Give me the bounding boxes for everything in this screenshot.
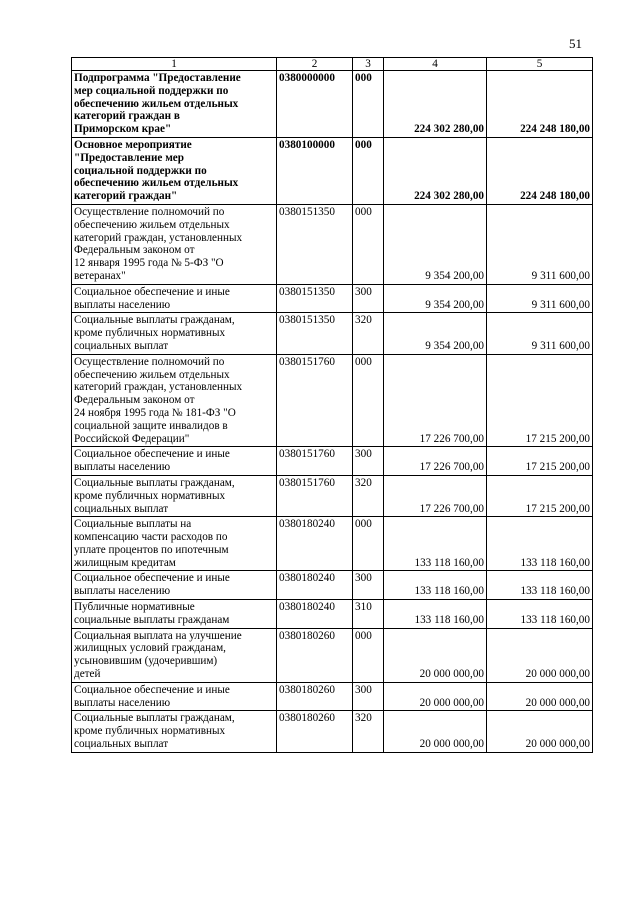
amount-year1-cell: 9 354 200,00 bbox=[384, 313, 487, 354]
row-name-cell: Подпрограмма "Предоставление мер социальной поддержки по обеспечению жильем отдельных категорий граждан в Приморском крае" bbox=[72, 71, 277, 138]
column-header: 3 bbox=[353, 58, 384, 71]
expense-type-code-cell: 000 bbox=[353, 137, 384, 204]
table-row bbox=[72, 682, 593, 711]
amount-year2-cell: 9 311 600,00 bbox=[487, 313, 593, 354]
amount-year2-cell: 20 000 000,00 bbox=[487, 628, 593, 682]
target-article-code-cell: 0380180260 bbox=[277, 711, 353, 752]
amount-year1-cell: 20 000 000,00 bbox=[384, 628, 487, 682]
amount-year2-cell: 224 248 180,00 bbox=[487, 71, 593, 138]
target-article-code-cell: 0380180240 bbox=[277, 571, 353, 600]
amount-year1-cell: 9 354 200,00 bbox=[384, 284, 487, 313]
column-header: 1 bbox=[72, 58, 277, 71]
row-name-cell: Публичные нормативные социальные выплаты гражданам bbox=[72, 600, 277, 629]
amount-year2-cell: 17 215 200,00 bbox=[487, 354, 593, 447]
table-row bbox=[72, 475, 593, 516]
target-article-code-cell: 0380151350 bbox=[277, 284, 353, 313]
budget-table-body bbox=[72, 58, 593, 753]
page-number: 51 bbox=[569, 36, 582, 51]
target-article-code-cell: 0380180240 bbox=[277, 517, 353, 571]
row-name-cell: Осуществление полномочий по обеспечению жильем отдельных категорий граждан, установленных Федеральным законом от 24 ноября 1995 года № 181-ФЗ "О социальной защите инвалидов в Российской Федерации" bbox=[72, 354, 277, 447]
budget-table bbox=[71, 57, 593, 753]
table-row bbox=[72, 600, 593, 629]
expense-type-code-cell: 320 bbox=[353, 475, 384, 516]
expense-type-code-cell: 000 bbox=[353, 628, 384, 682]
amount-year1-cell: 224 302 280,00 bbox=[384, 71, 487, 138]
expense-type-code-cell: 000 bbox=[353, 204, 384, 284]
table-row bbox=[72, 71, 593, 138]
column-header-row bbox=[72, 58, 593, 71]
table-row bbox=[72, 137, 593, 204]
amount-year2-cell: 17 215 200,00 bbox=[487, 447, 593, 476]
expense-type-code-cell: 310 bbox=[353, 600, 384, 629]
amount-year2-cell: 133 118 160,00 bbox=[487, 600, 593, 629]
target-article-code-cell: 0380180240 bbox=[277, 600, 353, 629]
amount-year1-cell: 133 118 160,00 bbox=[384, 571, 487, 600]
row-name-cell: Социальная выплата на улучшение жилищных условий гражданам, усыновившим (удочерившим) детей bbox=[72, 628, 277, 682]
expense-type-code-cell: 300 bbox=[353, 682, 384, 711]
expense-type-code-cell: 300 bbox=[353, 284, 384, 313]
expense-type-code-cell: 320 bbox=[353, 711, 384, 752]
amount-year2-cell: 133 118 160,00 bbox=[487, 571, 593, 600]
amount-year2-cell: 20 000 000,00 bbox=[487, 711, 593, 752]
table-row bbox=[72, 447, 593, 476]
expense-type-code-cell: 300 bbox=[353, 447, 384, 476]
target-article-code-cell: 0380151350 bbox=[277, 313, 353, 354]
expense-type-code-cell: 320 bbox=[353, 313, 384, 354]
row-name-cell: Социальное обеспечение и иные выплаты населению bbox=[72, 682, 277, 711]
table-row bbox=[72, 313, 593, 354]
amount-year2-cell: 20 000 000,00 bbox=[487, 682, 593, 711]
row-name-cell: Социальное обеспечение и иные выплаты населению bbox=[72, 284, 277, 313]
target-article-code-cell: 0380151760 bbox=[277, 475, 353, 516]
target-article-code-cell: 0380000000 bbox=[277, 71, 353, 138]
target-article-code-cell: 0380151760 bbox=[277, 447, 353, 476]
expense-type-code-cell: 000 bbox=[353, 71, 384, 138]
row-name-cell: Осуществление полномочий по обеспечению жильем отдельных категорий граждан, установленных Федеральным законом от 12 января 1995 года № 5-ФЗ "О ветеранах" bbox=[72, 204, 277, 284]
table-row bbox=[72, 571, 593, 600]
row-name-cell: Социальные выплаты гражданам, кроме публичных нормативных социальных выплат bbox=[72, 711, 277, 752]
table-row bbox=[72, 204, 593, 284]
table-row bbox=[72, 354, 593, 447]
target-article-code-cell: 0380180260 bbox=[277, 682, 353, 711]
table-row bbox=[72, 517, 593, 571]
target-article-code-cell: 0380151350 bbox=[277, 204, 353, 284]
target-article-code-cell: 0380151760 bbox=[277, 354, 353, 447]
row-name-cell: Социальное обеспечение и иные выплаты населению bbox=[72, 447, 277, 476]
amount-year2-cell: 224 248 180,00 bbox=[487, 137, 593, 204]
amount-year2-cell: 17 215 200,00 bbox=[487, 475, 593, 516]
row-name-cell: Социальные выплаты гражданам, кроме публичных нормативных социальных выплат bbox=[72, 313, 277, 354]
expense-type-code-cell: 000 bbox=[353, 517, 384, 571]
target-article-code-cell: 0380180260 bbox=[277, 628, 353, 682]
amount-year2-cell: 9 311 600,00 bbox=[487, 284, 593, 313]
row-name-cell: Социальные выплаты на компенсацию части расходов по уплате процентов по ипотечным жилищным кредитам bbox=[72, 517, 277, 571]
amount-year1-cell: 17 226 700,00 bbox=[384, 354, 487, 447]
row-name-cell: Социальное обеспечение и иные выплаты населению bbox=[72, 571, 277, 600]
expense-type-code-cell: 000 bbox=[353, 354, 384, 447]
amount-year1-cell: 224 302 280,00 bbox=[384, 137, 487, 204]
column-header: 4 bbox=[384, 58, 487, 71]
amount-year1-cell: 17 226 700,00 bbox=[384, 447, 487, 476]
table-row bbox=[72, 711, 593, 752]
row-name-cell: Социальные выплаты гражданам, кроме публичных нормативных социальных выплат bbox=[72, 475, 277, 516]
table-row bbox=[72, 284, 593, 313]
amount-year1-cell: 20 000 000,00 bbox=[384, 711, 487, 752]
table-row bbox=[72, 628, 593, 682]
column-header: 2 bbox=[277, 58, 353, 71]
amount-year1-cell: 9 354 200,00 bbox=[384, 204, 487, 284]
expense-type-code-cell: 300 bbox=[353, 571, 384, 600]
amount-year1-cell: 17 226 700,00 bbox=[384, 475, 487, 516]
row-name-cell: Основное мероприятие "Предоставление мер социальной поддержки по обеспечению жильем отдельных категорий граждан" bbox=[72, 137, 277, 204]
column-header: 5 bbox=[487, 58, 593, 71]
amount-year2-cell: 133 118 160,00 bbox=[487, 517, 593, 571]
amount-year1-cell: 20 000 000,00 bbox=[384, 682, 487, 711]
amount-year1-cell: 133 118 160,00 bbox=[384, 600, 487, 629]
amount-year2-cell: 9 311 600,00 bbox=[487, 204, 593, 284]
amount-year1-cell: 133 118 160,00 bbox=[384, 517, 487, 571]
target-article-code-cell: 0380100000 bbox=[277, 137, 353, 204]
